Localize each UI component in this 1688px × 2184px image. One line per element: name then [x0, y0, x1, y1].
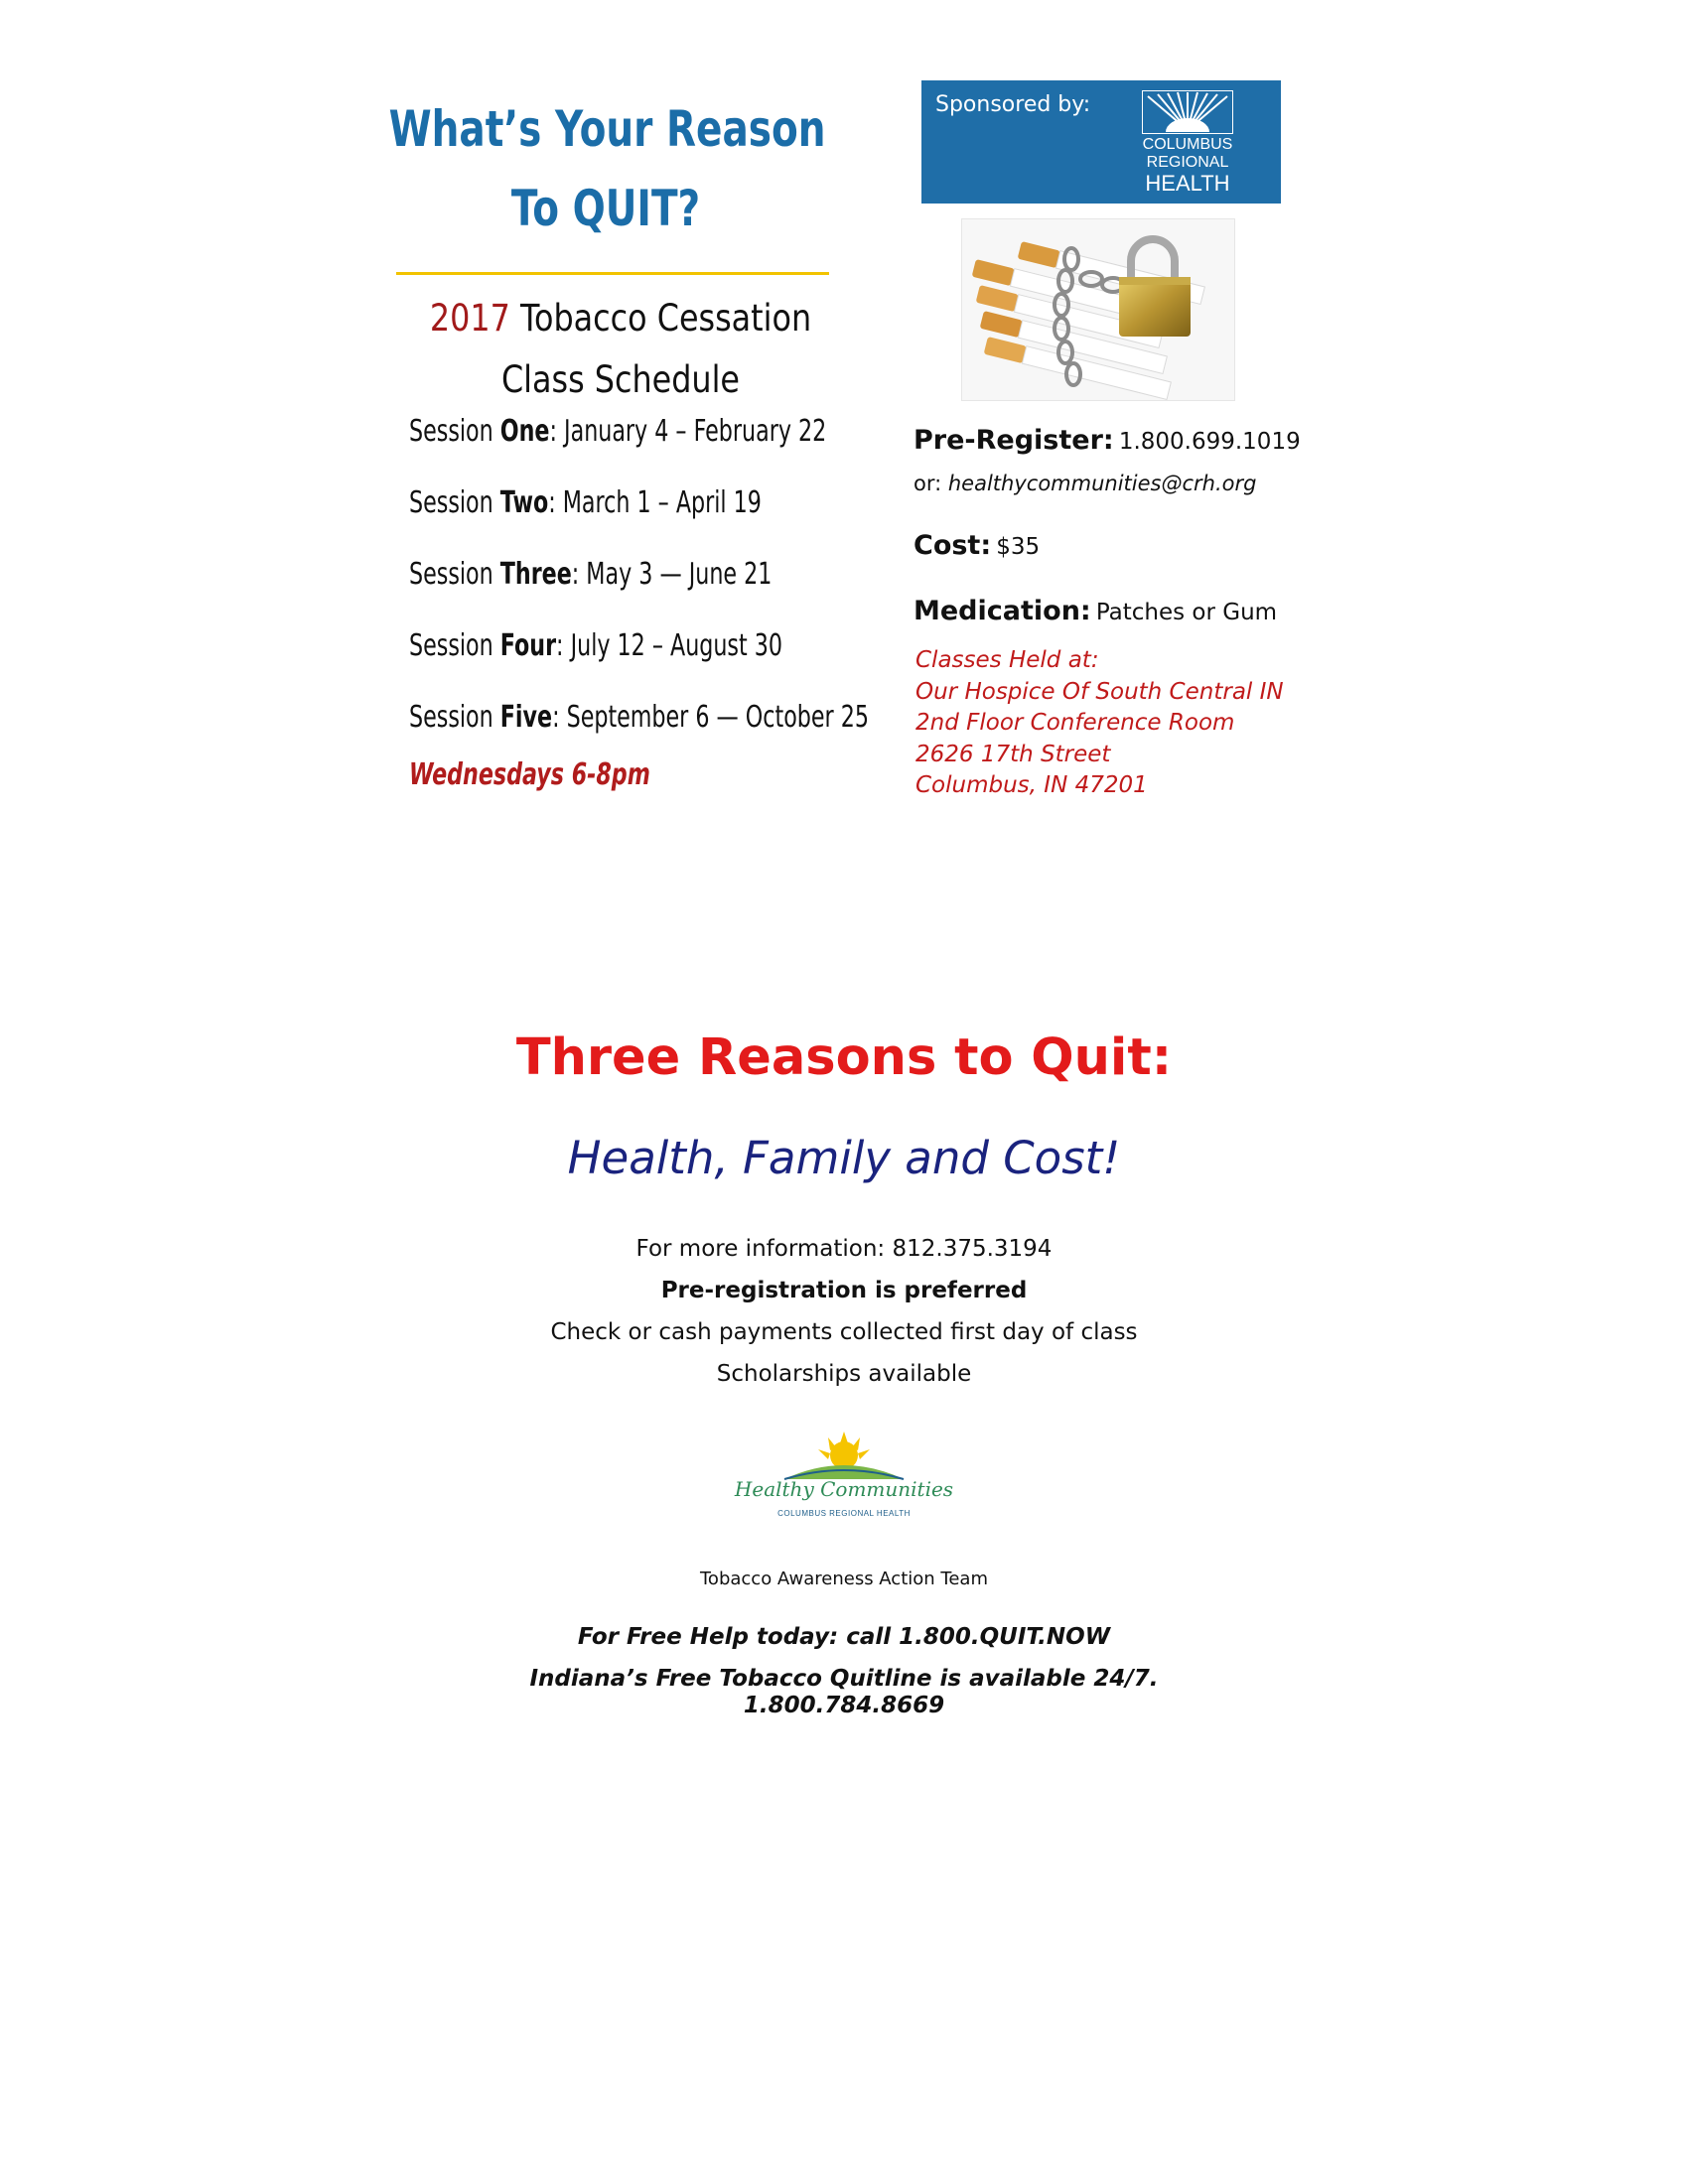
headline-line-2: To QUIT?: [510, 180, 701, 237]
location-heading: Classes Held at:: [915, 647, 1099, 673]
headline-line-1: What’s Your Reason: [388, 100, 826, 158]
session-two: [409, 485, 820, 520]
location-line-1: Our Hospice Of South Central IN: [915, 678, 1284, 705]
payments-note: Check or cash payments collected first day of class: [550, 1319, 1138, 1345]
session-name: Two: [499, 485, 549, 520]
preregister-line: [914, 425, 1301, 456]
session-three: [409, 557, 820, 592]
sponsor-label: Sponsored by:: [935, 92, 1091, 117]
session-dates: : March 1 – April 19: [548, 485, 762, 520]
sponsor-banner: [921, 80, 1281, 204]
locked-cigarettes-photo: [961, 218, 1235, 401]
session-name: One: [499, 414, 550, 449]
sunburst-icon: [1142, 90, 1233, 134]
session-name: Three: [499, 557, 572, 592]
session-name: Five: [499, 700, 553, 735]
medication-value: Patches or Gum: [1095, 600, 1278, 625]
preregistration-note: Pre-registration is preferred: [660, 1278, 1028, 1303]
logo-text-line-1: COLUMBUS: [1142, 136, 1233, 153]
cost-value: $35: [996, 534, 1041, 560]
session-dates: : May 3 — June 21: [571, 557, 773, 592]
logo-text-line-2: REGIONAL: [1146, 154, 1229, 171]
session-prefix: Session: [409, 557, 500, 592]
healthy-communities-wordmark: Healthy Communities: [734, 1477, 954, 1501]
session-prefix: Session: [409, 700, 500, 735]
columbus-regional-health-logo: [1138, 90, 1237, 196]
quitline-number: 1.800.784.8669: [743, 1693, 945, 1718]
session-prefix: Session: [409, 414, 500, 449]
session-dates: : January 4 – February 22: [549, 414, 827, 449]
session-name: Four: [499, 628, 557, 663]
email-prefix: or:: [914, 472, 948, 495]
schedule-year: 2017: [429, 297, 510, 340]
class-location: [915, 645, 1284, 802]
location-line-3: 2626 17th Street: [915, 741, 1111, 767]
cigarettes-padlock-icon: [962, 219, 1234, 400]
gold-divider: [396, 272, 829, 275]
logo-text-line-3: HEALTH: [1145, 171, 1230, 196]
schedule-title-line-2: Class Schedule: [500, 358, 741, 401]
medication-line: [914, 596, 1277, 626]
class-time: Wednesdays 6-8pm: [409, 757, 650, 792]
preregister-phone: 1.800.699.1019: [1118, 429, 1301, 455]
session-four: [409, 628, 820, 663]
session-prefix: Session: [409, 485, 500, 520]
healthy-communities-subtext: COLUMBUS REGIONAL HEALTH: [777, 1509, 911, 1518]
email-address: healthycommunities@crh.org: [947, 472, 1257, 495]
quitline-line: Indiana’s Free Tobacco Quitline is available 24/7.: [529, 1666, 1159, 1692]
session-dates: : September 6 — October 25: [552, 700, 869, 735]
session-one: [409, 414, 827, 449]
schedule-title: [411, 288, 829, 411]
session-five: [409, 700, 869, 735]
preregister-label: Pre-Register:: [914, 425, 1114, 456]
location-line-4: Columbus, IN 47201: [915, 772, 1148, 798]
location-line-2: 2nd Floor Conference Room: [915, 710, 1235, 736]
scholarships-note: Scholarships available: [716, 1361, 972, 1387]
reasons-subtitle: Health, Family and Cost!: [567, 1132, 1121, 1184]
session-prefix: Session: [409, 628, 500, 663]
free-help-line: For Free Help today: call 1.800.QUIT.NOW: [577, 1624, 1111, 1650]
medication-label: Medication:: [914, 596, 1091, 626]
session-dates: : July 12 – August 30: [556, 628, 783, 663]
schedule-title-rest: Tobacco Cessation: [509, 297, 812, 340]
cost-line: [914, 530, 1040, 561]
email-line: [914, 472, 1256, 495]
healthy-communities-logo: [725, 1428, 963, 1527]
cost-label: Cost:: [914, 530, 992, 561]
reasons-title: Three Reasons to Quit:: [515, 1028, 1173, 1087]
team-name: Tobacco Awareness Action Team: [700, 1569, 988, 1589]
more-info-line: For more information: 812.375.3194: [635, 1236, 1053, 1262]
page-headline: [388, 89, 826, 248]
